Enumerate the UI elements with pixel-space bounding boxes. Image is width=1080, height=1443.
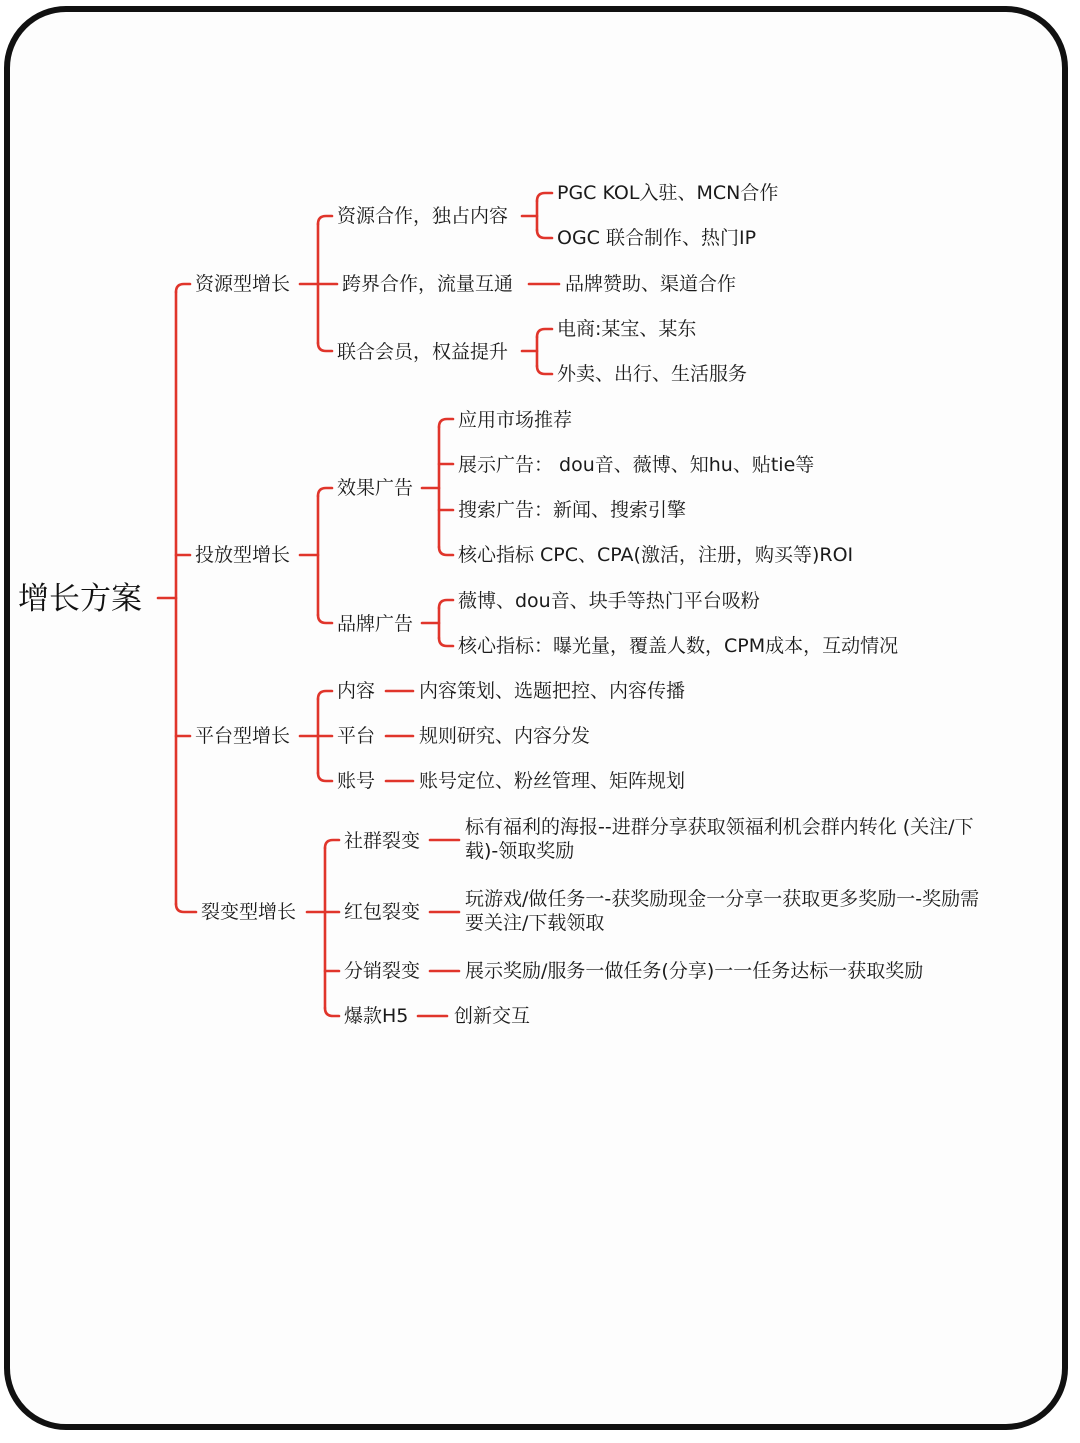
leaf-content-planning: 内容策划、选题把控、内容传播	[419, 680, 686, 702]
connector-line-26	[439, 419, 453, 427]
node-performance-ads: 效果广告	[337, 477, 414, 499]
connector-line-33	[439, 638, 453, 646]
connector-line-29	[439, 547, 453, 555]
connector-line-32	[439, 600, 453, 608]
leaf-distribution-task: 展示奖励/服务一做任务(分享)一一任务达标一获取奖励	[465, 960, 924, 982]
leaf-account-positioning: 账号定位、粉丝管理、矩阵规划	[419, 770, 686, 792]
node-content: 内容	[337, 680, 376, 702]
leaf-search-ads: 搜索广告：新闻、搜索引擎	[458, 499, 687, 521]
branch-ad-growth: 投放型增长	[195, 544, 291, 566]
connector-line-13	[537, 193, 552, 201]
leaf-ogc-ip: OGC 联合制作、热门IP	[557, 227, 757, 249]
node-distribution-fission: 分销裂变	[344, 960, 421, 982]
node-redpacket-fission: 红包裂变	[344, 901, 421, 923]
node-crossover-cooperation: 跨界合作，流量互通	[342, 273, 514, 295]
branch-resource-growth: 资源型增长	[195, 273, 291, 295]
connector-line-14	[537, 230, 552, 238]
branch-platform-growth: 平台型增长	[195, 725, 291, 747]
leaf-brand-kpi: 核心指标：曝光量，覆盖人数，CPM成本，互动情况	[458, 635, 899, 657]
connector-line-5	[176, 904, 196, 912]
leaf-rule-research: 规则研究、内容分发	[419, 725, 591, 747]
connector-line-23	[318, 615, 332, 623]
connector-line-10	[318, 343, 332, 351]
connector-line-38	[318, 773, 332, 781]
node-platform: 平台	[337, 725, 376, 747]
node-account: 账号	[337, 770, 376, 792]
leaf-app-market: 应用市场推荐	[458, 409, 573, 431]
connector-line-19	[537, 366, 552, 374]
connector-line-18	[537, 329, 552, 337]
node-community-fission: 社群裂变	[344, 830, 421, 852]
leaf-life-services: 外卖、出行、生活服务	[557, 363, 748, 385]
node-viral-h5: 爆款H5	[344, 1005, 409, 1027]
leaf-pgc-kol: PGC KOL入驻、MCN合作	[557, 182, 779, 204]
leaf-platform-fans: 薇博、dou音、块手等热门平台吸粉	[458, 590, 760, 612]
connector-line-44	[325, 840, 339, 848]
connector-line-36	[318, 691, 332, 699]
root-node: 增长方案	[18, 581, 142, 617]
branch-fission-growth: 裂变型增长	[201, 901, 297, 923]
connector-line-47	[325, 1008, 339, 1016]
connector-line-2	[176, 284, 190, 292]
leaf-performance-kpi: 核心指标 CPC、CPA(激活，注册，购买等)ROI	[458, 544, 854, 566]
leaf-ecommerce: 电商:某宝、某东	[557, 318, 697, 340]
leaf-brand-sponsorship: 品牌赞助、渠道合作	[565, 273, 737, 295]
leaf-innovative-interaction: 创新交互	[454, 1005, 531, 1027]
connector-line-8	[318, 216, 332, 224]
leaf-redpacket-task: 玩游戏/做任务一-获奖励现金一分享一获取更多奖励一-奖励需要关注/下载领取	[465, 888, 980, 934]
node-resource-cooperation: 资源合作，独占内容	[337, 205, 509, 227]
node-brand-ads: 品牌广告	[337, 613, 414, 635]
leaf-community-poster: 标有福利的海报--进群分享获取领福利机会群内转化 (关注/下载)-领取奖励	[465, 816, 974, 862]
leaf-display-ads: 展示广告： dou音、薇博、知hu、贴tie等	[458, 454, 815, 476]
connector-line-22	[318, 488, 332, 496]
node-joint-membership: 联合会员，权益提升	[337, 341, 509, 363]
